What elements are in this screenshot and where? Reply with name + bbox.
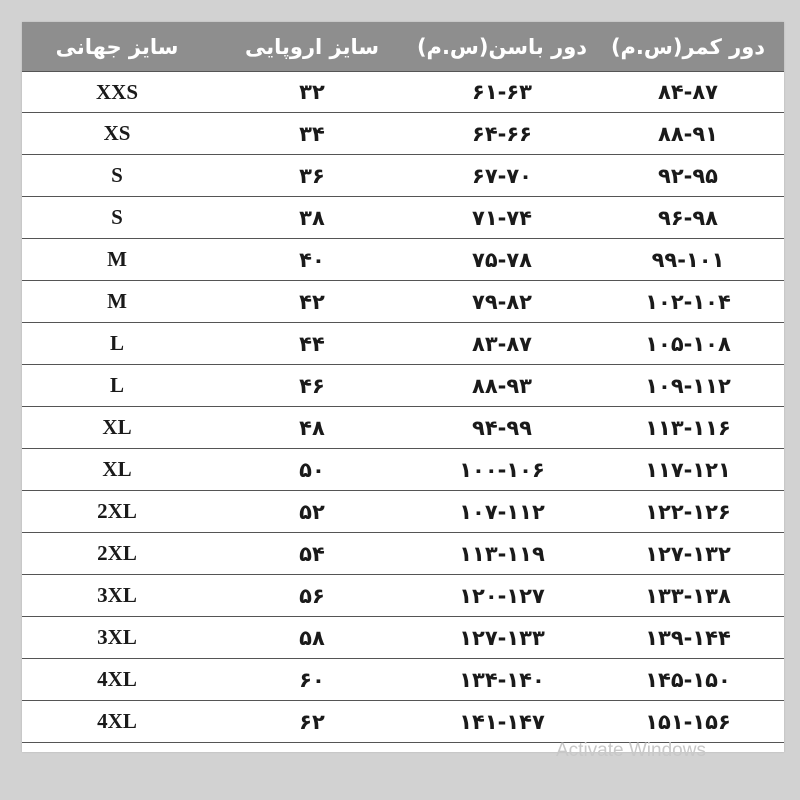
- cell-waist: ۱۲۲-۱۲۶: [645, 499, 731, 524]
- table-row: [22, 407, 784, 449]
- cell-hip: ۱۳۴-۱۴۰: [459, 667, 545, 692]
- cell-euro-size: ۳۲: [299, 80, 325, 104]
- cell-euro-size: ۴۶: [299, 373, 325, 398]
- cell-hip: ۱۰۷-۱۱۲: [459, 499, 545, 524]
- cell-euro-size: ۳۸: [299, 205, 325, 230]
- cell-euro-size: ۵۸: [299, 625, 325, 650]
- cell-euro-size: ۵۰: [299, 457, 325, 482]
- cell-euro-size: ۵۴: [299, 541, 325, 566]
- table-row: [22, 239, 784, 281]
- cell-euro-size: ۵۲: [299, 499, 325, 524]
- cell-world-size: S: [111, 205, 123, 229]
- cell-world-size: L: [109, 331, 124, 355]
- cell-hip: ۸۸-۹۳: [472, 373, 532, 398]
- cell-euro-size: ۶۲: [299, 709, 325, 734]
- table-row: [22, 659, 784, 701]
- cell-euro-size: ۴۲: [299, 289, 325, 314]
- cell-waist: ۸۴-۸۷: [658, 80, 718, 104]
- cell-world-size: 4XL: [97, 709, 137, 733]
- header-euro-size: سایز اروپایی: [244, 34, 380, 59]
- table-row: [22, 71, 784, 113]
- cell-world-size: XS: [103, 121, 131, 145]
- cell-world-size: M: [107, 289, 127, 313]
- cell-hip: ۸۳-۸۷: [472, 331, 532, 356]
- cell-world-size: 3XL: [97, 625, 137, 649]
- table-row: [22, 155, 784, 197]
- cell-waist: ۱۰۲-۱۰۴: [645, 289, 731, 314]
- cell-world-size: 2XL: [97, 541, 137, 565]
- header-world-size: سایز جهانی: [55, 34, 179, 59]
- cell-euro-size: ۳۴: [299, 121, 325, 146]
- table-row: [22, 281, 784, 323]
- activation-watermark: Activate Windows: [556, 740, 706, 761]
- cell-waist: ۸۸-۹۱: [658, 121, 718, 146]
- cell-hip: ۱۱۳-۱۱۹: [459, 541, 545, 566]
- header-hip: دور باسن(س.م): [416, 34, 588, 59]
- cell-waist: ۱۰۵-۱۰۸: [645, 331, 731, 356]
- cell-hip: ۷۵-۷۸: [472, 247, 532, 272]
- table-row: [22, 323, 784, 365]
- cell-hip: ۹۴-۹۹: [472, 415, 532, 440]
- cell-waist: ۱۴۵-۱۵۰: [645, 667, 731, 692]
- cell-waist: ۹۶-۹۸: [658, 205, 718, 230]
- table-row: [22, 449, 784, 491]
- table-row: [22, 365, 784, 407]
- cell-world-size: 3XL: [97, 583, 137, 607]
- cell-world-size: S: [111, 163, 123, 187]
- cell-waist: ۱۳۹-۱۴۴: [645, 625, 731, 650]
- cell-hip: ۶۷-۷۰: [472, 163, 532, 188]
- table-row: [22, 113, 784, 155]
- cell-euro-size: ۵۶: [299, 583, 325, 608]
- cell-world-size: XXS: [95, 79, 138, 104]
- cell-waist: ۱۳۳-۱۳۸: [645, 583, 731, 608]
- cell-euro-size: ۶۰: [299, 667, 325, 692]
- table-row: [22, 617, 784, 659]
- cell-hip: ۱۲۰-۱۲۷: [459, 583, 545, 608]
- cell-hip: ۱۴۱-۱۴۷: [459, 709, 545, 734]
- cell-hip: ۱۲۷-۱۳۳: [459, 625, 545, 650]
- table-row: [22, 197, 784, 239]
- cell-hip: ۶۱-۶۳: [472, 80, 532, 104]
- cell-waist: ۱۵۱-۱۵۶: [645, 709, 731, 734]
- cell-euro-size: ۴۴: [299, 331, 325, 356]
- cell-waist: ۱۱۳-۱۱۶: [645, 415, 731, 440]
- cell-world-size: 2XL: [97, 499, 137, 523]
- cell-waist: ۱۱۷-۱۲۱: [645, 457, 731, 482]
- cell-waist: ۹۲-۹۵: [658, 163, 718, 188]
- cell-euro-size: ۳۶: [299, 163, 325, 188]
- cell-waist: ۹۹-۱۰۱: [651, 247, 725, 272]
- cell-waist: ۱۰۹-۱۱۲: [645, 373, 731, 398]
- cell-euro-size: ۴۰: [299, 247, 325, 272]
- table-row: [22, 575, 784, 617]
- cell-world-size: M: [107, 247, 127, 271]
- table-row: [22, 491, 784, 533]
- cell-hip: ۷۱-۷۴: [472, 205, 532, 230]
- header-waist: دور کمر(س.م): [610, 34, 766, 59]
- cell-hip: ۷۹-۸۲: [472, 289, 532, 314]
- cell-hip: ۱۰۰-۱۰۶: [459, 457, 545, 482]
- cell-world-size: L: [109, 373, 124, 397]
- cell-waist: ۱۲۷-۱۳۲: [645, 541, 731, 566]
- cell-world-size: 4XL: [97, 667, 137, 691]
- cell-world-size: XL: [102, 415, 132, 439]
- cell-hip: ۶۴-۶۶: [472, 121, 532, 146]
- table-row: [22, 701, 784, 743]
- cell-euro-size: ۴۸: [299, 415, 325, 440]
- table-row: [22, 533, 784, 575]
- table-body: [22, 71, 784, 743]
- cell-world-size: XL: [102, 457, 132, 481]
- table-header: [22, 22, 784, 71]
